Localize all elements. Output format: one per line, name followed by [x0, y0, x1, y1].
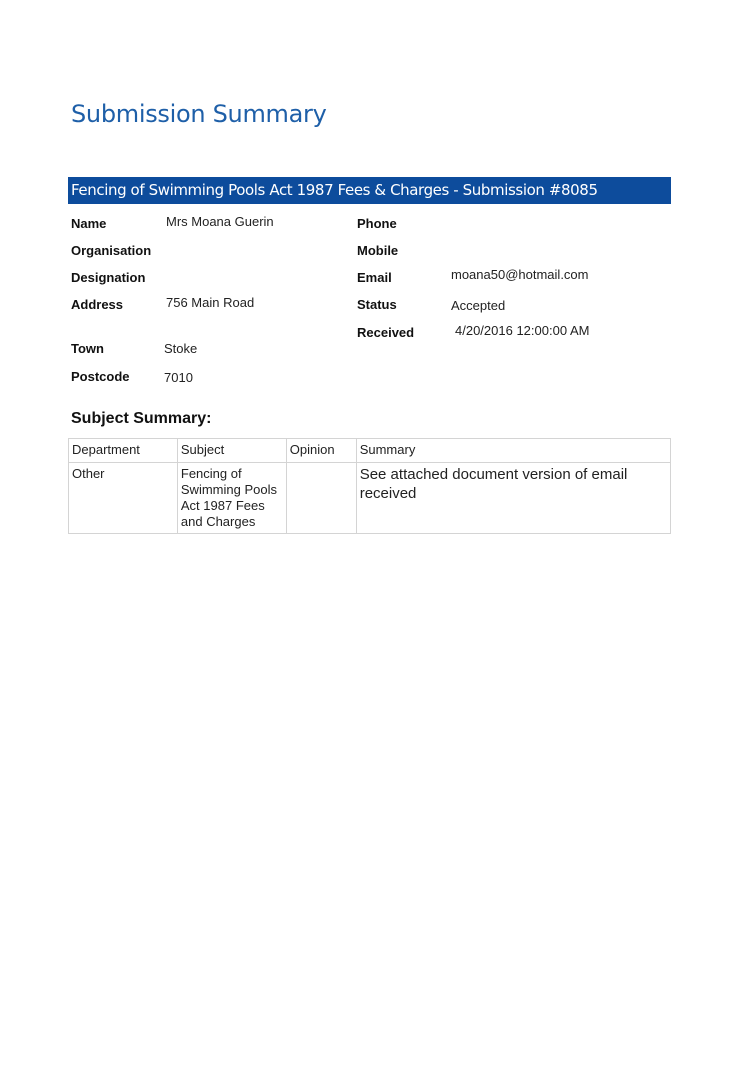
organisation-label: Organisation — [71, 243, 152, 258]
email-label: Email — [357, 270, 392, 285]
town-value: Stoke — [164, 341, 198, 356]
page-title: Submission Summary — [71, 100, 327, 128]
status-label: Status — [357, 297, 397, 312]
subject-summary-title: Subject Summary: — [71, 410, 212, 427]
designation-label: Designation — [71, 270, 146, 285]
table-row — [69, 463, 671, 534]
subject-summary-table — [68, 438, 671, 534]
received-value: 4/20/2016 12:00:00 AM — [455, 323, 590, 338]
postcode-label: Postcode — [71, 369, 130, 384]
email-value: moana50@hotmail.com — [451, 267, 589, 282]
mobile-label: Mobile — [357, 243, 399, 258]
address-value: 756 Main Road — [166, 295, 255, 310]
submission-banner: Fencing of Swimming Pools Act 1987 Fees & Charges - Submission #8085 — [68, 177, 671, 204]
table-header-row — [69, 439, 671, 463]
column-header-opinion: Opinion — [286, 439, 356, 463]
summary-cell: See attached document version of email received — [356, 463, 670, 534]
column-header-department: Department — [69, 439, 178, 463]
name-label: Name — [71, 216, 107, 231]
status-value: Accepted — [451, 298, 506, 313]
opinion-cell — [286, 463, 356, 534]
phone-label: Phone — [357, 216, 397, 231]
column-header-summary: Summary — [356, 439, 670, 463]
name-value: Mrs Moana Guerin — [166, 214, 274, 229]
column-header-subject: Subject — [177, 439, 286, 463]
subject-cell: Fencing of Swimming Pools Act 1987 Fees and Charges — [177, 463, 286, 534]
department-cell: Other — [69, 463, 178, 534]
received-label: Received — [357, 325, 415, 340]
address-label: Address — [71, 297, 124, 312]
postcode-value: 7010 — [164, 370, 193, 385]
town-label: Town — [71, 341, 104, 356]
